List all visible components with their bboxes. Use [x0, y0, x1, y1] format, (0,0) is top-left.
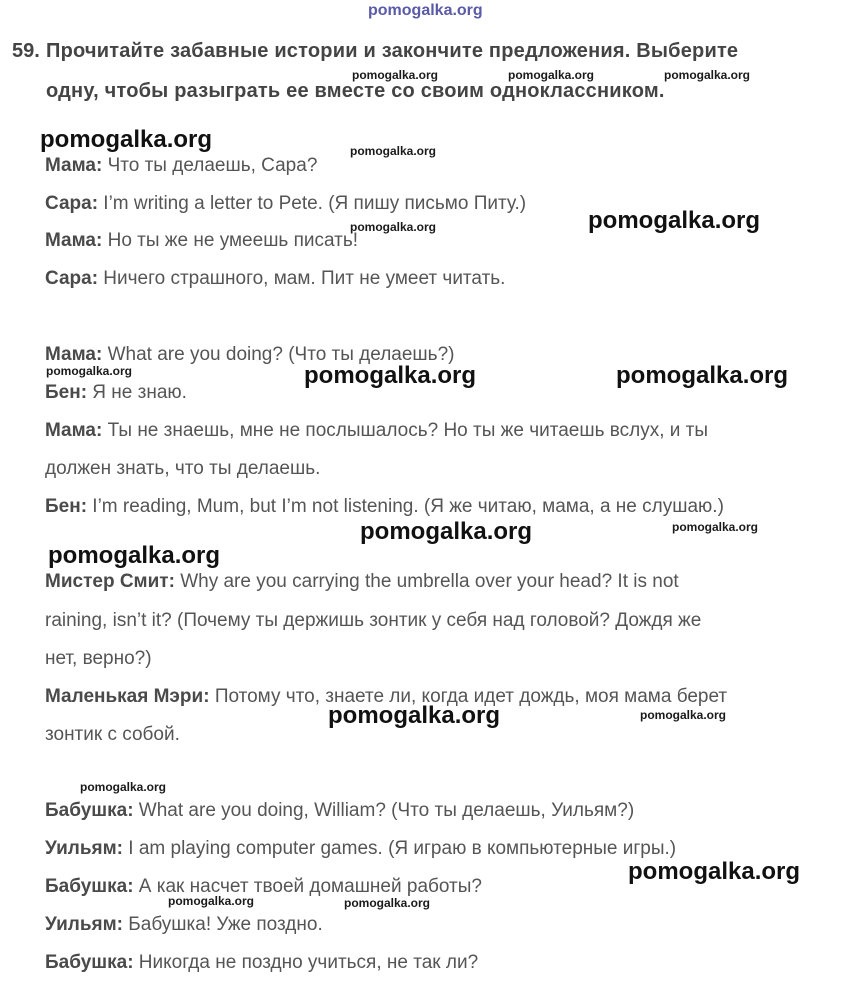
line-text: Ты не знаешь, мне не послышалось? Но ты же читаешь вслух, и ты	[102, 420, 709, 441]
watermark: pomogalka.org	[628, 858, 801, 885]
speaker: Бабушка:	[45, 876, 134, 897]
watermark: pomogalka.org	[46, 364, 133, 378]
watermark: pomogalka.org	[352, 68, 439, 82]
speaker: Сара:	[45, 193, 99, 214]
line-text: I’m writing a letter to Pete. (Я пишу письмо Питу.)	[98, 193, 527, 214]
line-text: Я не знаю.	[87, 382, 187, 403]
speaker: Мама:	[45, 420, 103, 441]
watermark: pomogalka.org	[616, 362, 789, 389]
watermark: pomogalka.org	[664, 68, 751, 82]
line-text: What are you doing, William? (Что ты делаешь, Уильям?)	[133, 800, 635, 821]
dialogue-line	[45, 420, 708, 442]
watermark: pomogalka.org	[328, 702, 501, 729]
header-watermark: pomogalka.org	[368, 2, 483, 19]
watermark: pomogalka.org	[588, 207, 761, 234]
dialogue-line	[45, 193, 526, 215]
speaker: Бен:	[45, 382, 88, 403]
watermark: pomogalka.org	[344, 896, 431, 910]
exercise-number: 59.	[12, 40, 40, 62]
speaker: Бабушка:	[45, 952, 134, 973]
dialogue-line	[45, 382, 187, 404]
watermark: pomogalka.org	[640, 708, 727, 722]
line-text: I’m reading, Mum, but I’m not listening. (Я же читаю, мама, а не слушаю.)	[87, 496, 724, 517]
line-text: нет, верно?)	[45, 648, 152, 669]
line-text: Ничего страшного, мам. Пит не умеет читать.	[98, 268, 506, 289]
speaker: Мистер Смит:	[45, 571, 175, 592]
dialogue-line	[45, 496, 724, 518]
speaker: Мама:	[45, 230, 103, 251]
line-text: А как насчет твоей домашней работы?	[133, 876, 482, 897]
dialogue-line	[45, 268, 505, 290]
speaker: Бабушка:	[45, 800, 134, 821]
speaker: Бен:	[45, 496, 88, 517]
watermark: pomogalka.org	[304, 362, 477, 389]
exercise-instruction-line2: одну, чтобы разыграть ее вместе со своим одноклассником.	[46, 80, 665, 102]
watermark: pomogalka.org	[672, 520, 759, 534]
line-text: Потому что, знаете ли, когда идет дождь, моя мама берет	[209, 686, 728, 707]
dialogue-line	[45, 610, 701, 632]
speaker: Уильям:	[45, 838, 123, 859]
dialogue-line	[45, 838, 676, 860]
line-text: What are you doing? (Что ты делаешь?)	[102, 344, 455, 365]
line-text: зонтик с собой.	[45, 724, 180, 745]
watermark: pomogalka.org	[350, 220, 437, 234]
dialogue-line	[45, 724, 180, 746]
speaker: Маленькая Мэри:	[45, 686, 210, 707]
speaker: Уильям:	[45, 914, 123, 935]
speaker: Мама:	[45, 155, 103, 176]
watermark: pomogalka.org	[48, 542, 221, 569]
line-text: Но ты же не умеешь писать!	[102, 230, 359, 251]
dialogue-line	[45, 571, 679, 593]
dialogue-line	[45, 800, 634, 822]
watermark: pomogalka.org	[168, 894, 255, 908]
dialogue-line	[45, 458, 320, 480]
line-text: Что ты делаешь, Сара?	[102, 155, 318, 176]
watermark: pomogalka.org	[508, 68, 595, 82]
dialogue-line	[45, 648, 152, 670]
dialogue-line	[45, 155, 317, 177]
watermark: pomogalka.org	[40, 126, 213, 153]
line-text: Why are you carrying the umbrella over your head? It is not	[174, 571, 679, 592]
speaker: Мама:	[45, 344, 103, 365]
line-text: Бабушка! Уже поздно.	[123, 914, 323, 935]
speaker: Сара:	[45, 268, 99, 289]
line-text: Никогда не поздно учиться, не так ли?	[133, 952, 479, 973]
dialogue-line	[45, 876, 482, 898]
line-text: raining, isn’t it? (Почему ты держишь зонтик у себя над головой? Дождя же	[45, 610, 702, 631]
dialogue-line	[45, 952, 478, 974]
watermark: pomogalka.org	[360, 518, 533, 545]
line-text: I am playing computer games. (Я играю в компьютерные игры.)	[123, 838, 677, 859]
watermark: pomogalka.org	[80, 780, 167, 794]
dialogue-line	[45, 914, 323, 936]
watermark: pomogalka.org	[350, 144, 437, 158]
line-text: должен знать, что ты делаешь.	[45, 458, 321, 479]
exercise-instruction-line1: Прочитайте забавные истории и закончите предложения. Выберите	[46, 40, 739, 62]
dialogue-line	[45, 230, 358, 252]
